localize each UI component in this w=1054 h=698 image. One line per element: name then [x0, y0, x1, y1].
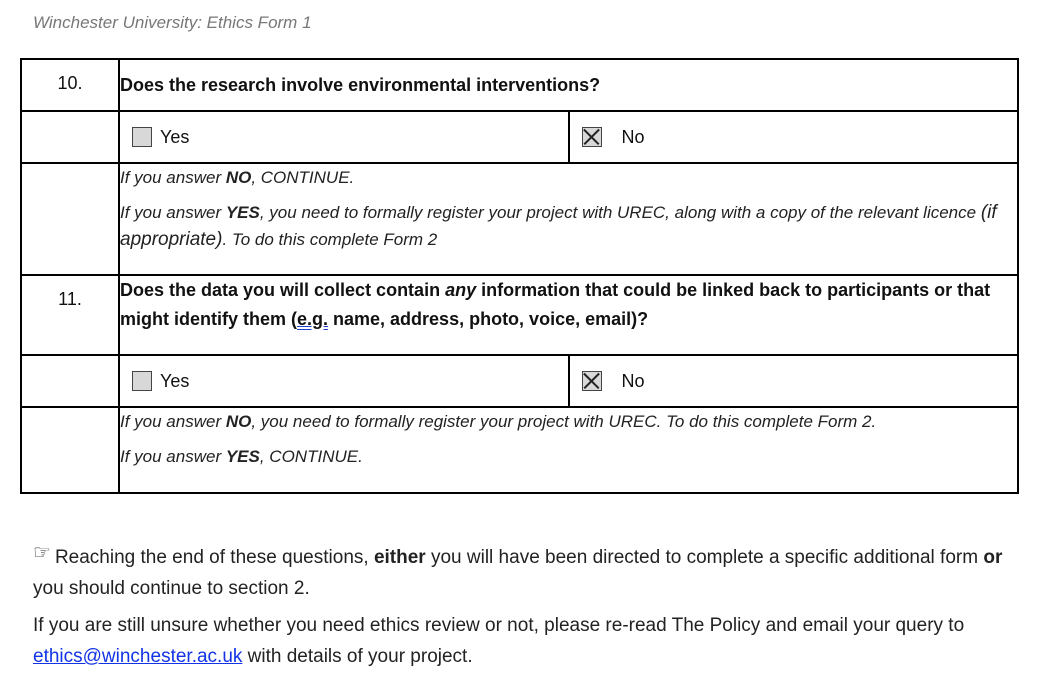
closing-paragraph: ☞ Reaching the end of these questions, either you will have been directed to complete a specific additional form or you should continue to section 2.	[33, 542, 1003, 599]
checkbox-no-checked[interactable]	[582, 371, 602, 391]
no-option[interactable]	[569, 111, 1019, 163]
yes-option[interactable]	[119, 111, 569, 163]
yes-option[interactable]	[119, 355, 569, 407]
question-text: Does the data you will collect contain any information that could be linked back to participants or that might identify them (e.g. name, address, photo, voice, email)?	[119, 275, 1018, 355]
pointing-hand-icon: ☞	[33, 542, 51, 564]
ethics-email-link[interactable]: ethics@winchester.ac.uk	[33, 646, 243, 667]
instructions: If you answer NO, CONTINUE. If you answer YES, you need to formally register your project with UREC, along with a copy of the relevant licence (if appropriate). To do this complete Form 2	[119, 163, 1018, 275]
instructions-row	[21, 163, 1018, 275]
yes-label: Yes	[160, 126, 190, 147]
blank-cell	[21, 355, 119, 407]
checkbox-no-checked[interactable]	[582, 127, 602, 147]
no-label: No	[621, 126, 645, 147]
blank-cell	[21, 163, 119, 275]
contact-paragraph: If you are still unsure whether you need ethics review or not, please re-read The Policy and email your query to ethics@winchester.ac.uk with details of your project.	[33, 615, 965, 667]
instructions: If you answer NO, you need to formally register your project with UREC. To do this complete Form 2. If you answer YES, CONTINUE.	[119, 407, 1018, 493]
options-row	[21, 111, 1018, 163]
closing-notes	[33, 538, 1023, 678]
document-header: Winchester University: Ethics Form 1	[33, 13, 312, 32]
checkbox-yes[interactable]	[132, 371, 152, 391]
options-row	[21, 355, 1018, 407]
question-number: 11.	[21, 275, 119, 355]
no-label: No	[621, 370, 645, 391]
instructions-row	[21, 407, 1018, 493]
question-number: 10.	[21, 59, 119, 111]
checkbox-yes[interactable]	[132, 127, 152, 147]
blank-cell	[21, 407, 119, 493]
no-option[interactable]	[569, 355, 1019, 407]
ethics-form-table	[20, 58, 1019, 494]
yes-label: Yes	[160, 370, 190, 391]
question-row	[21, 275, 1018, 355]
blank-cell	[21, 111, 119, 163]
question-row	[21, 59, 1018, 111]
question-text: Does the research involve environmental interventions?	[119, 59, 1018, 111]
